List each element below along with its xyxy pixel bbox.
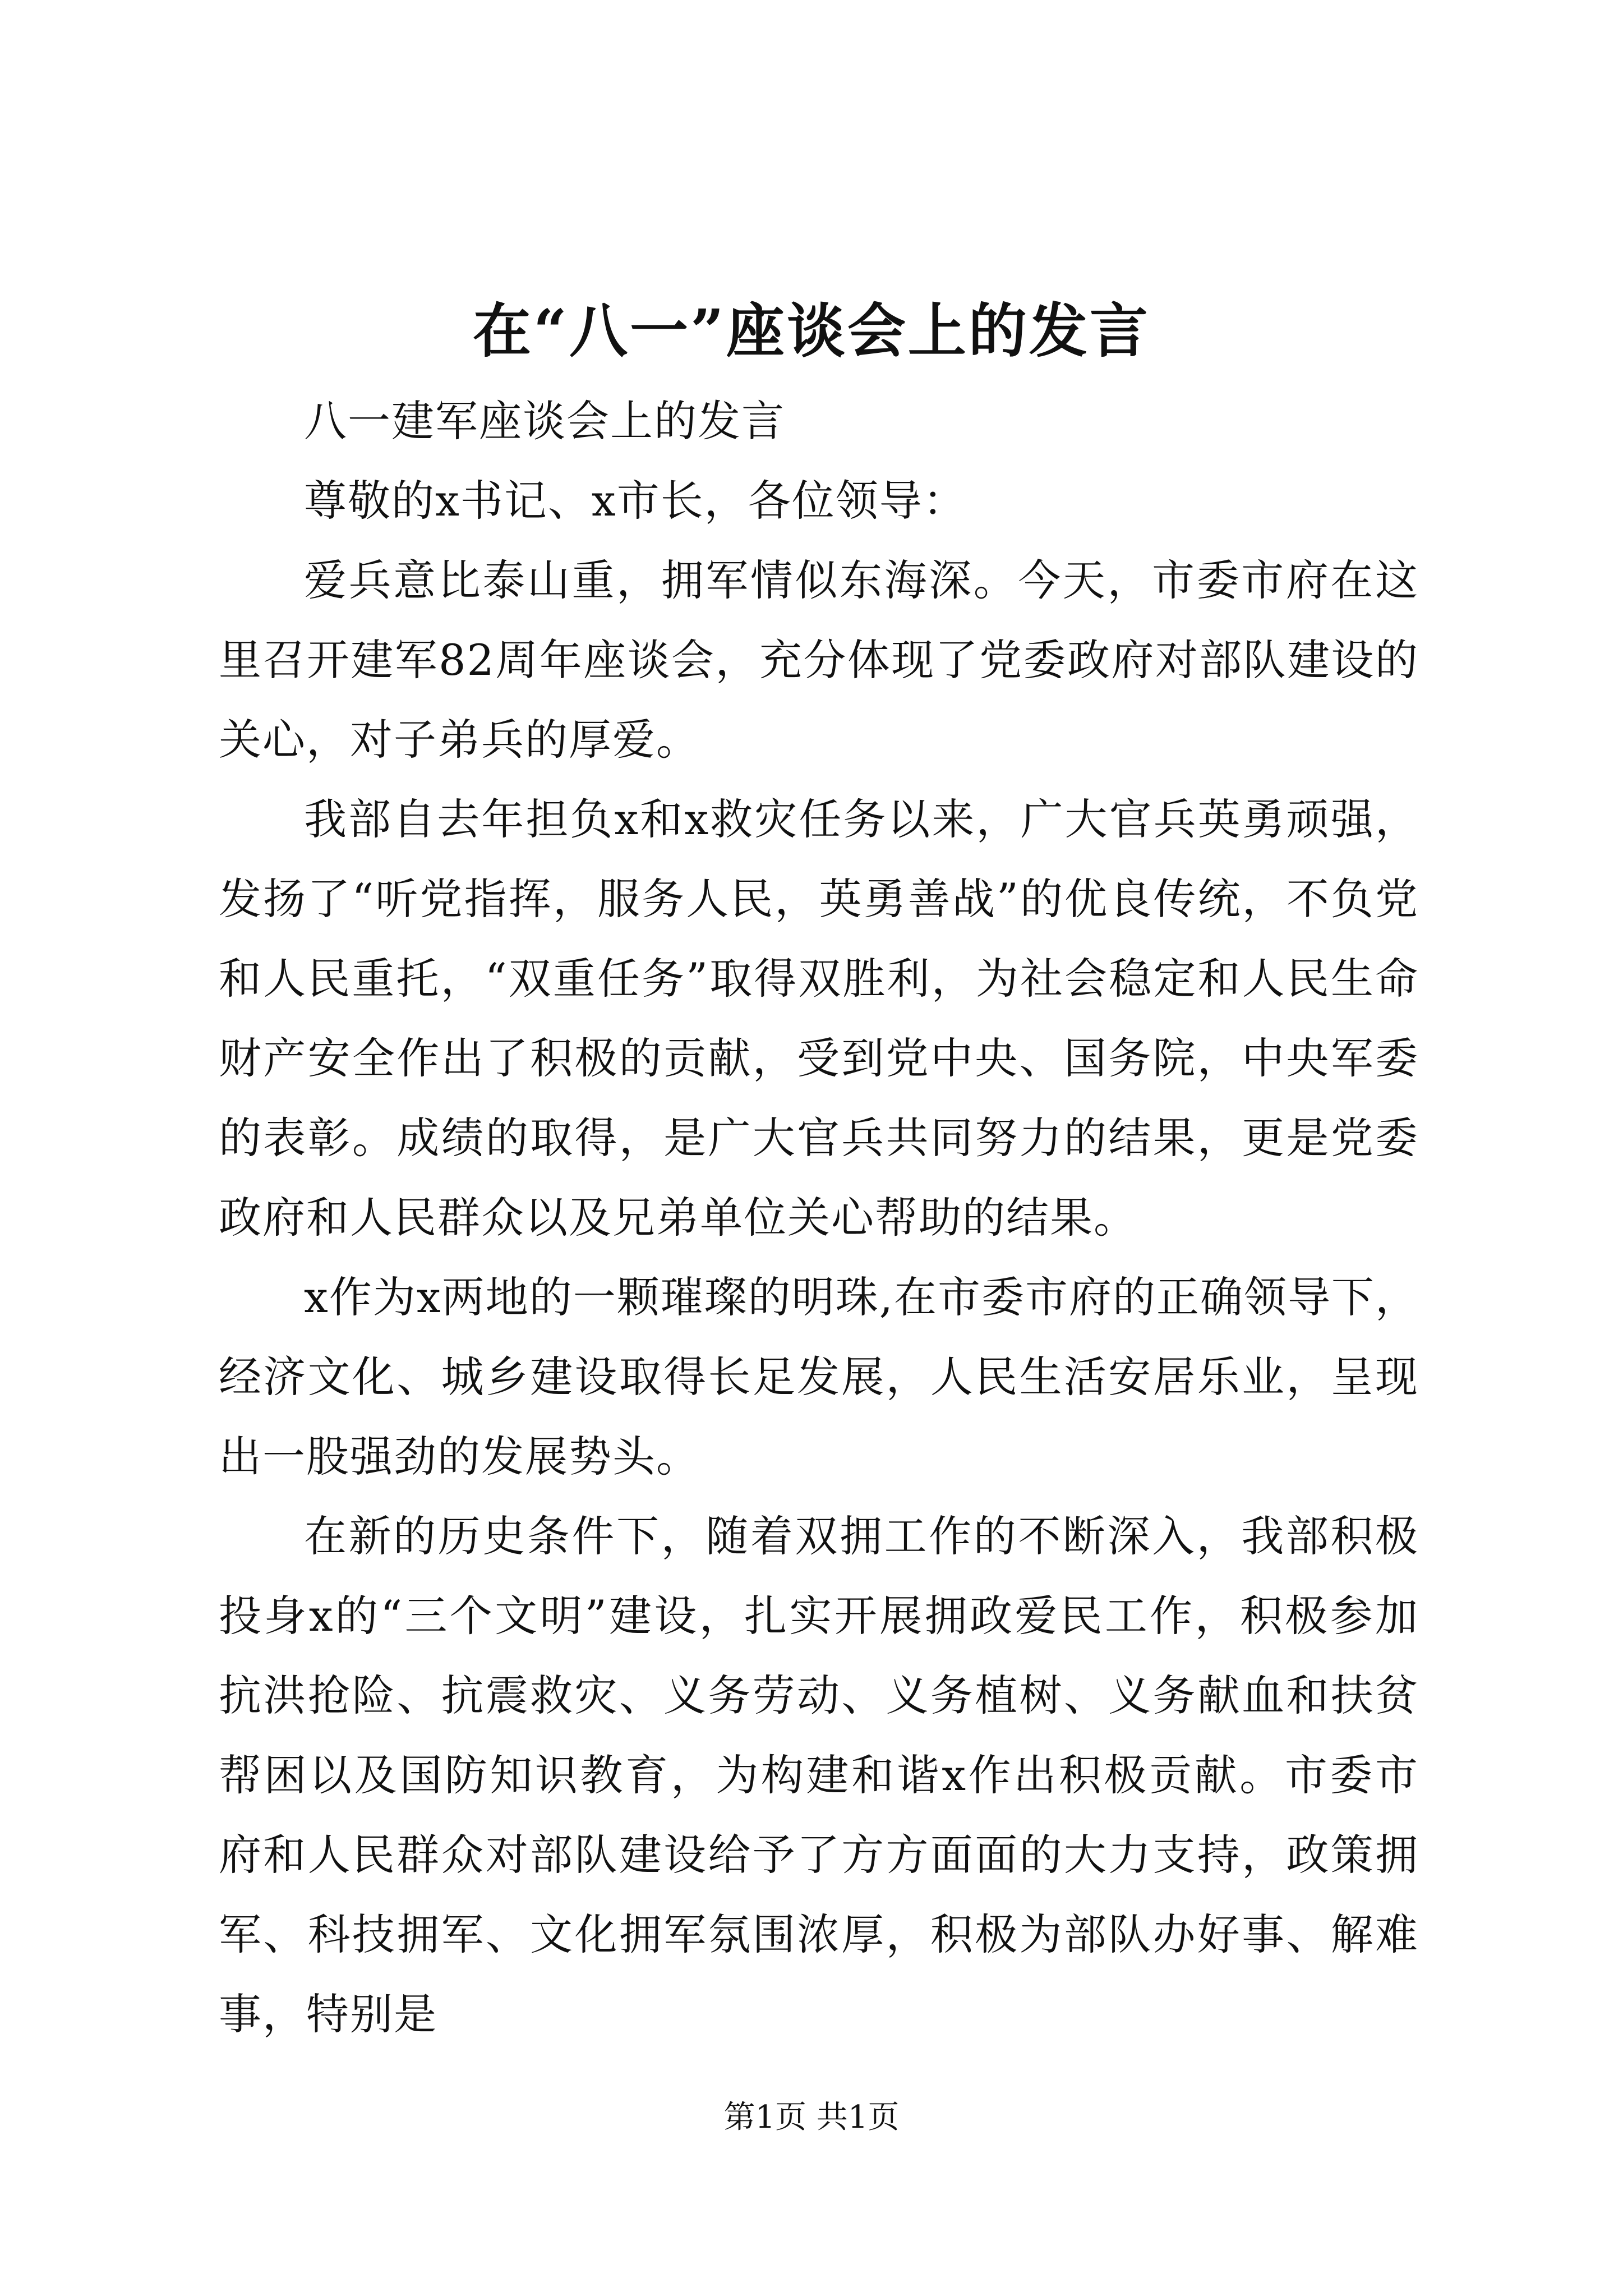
paragraph-3: x作为x两地的一颗璀璨的明珠,在市委市府的正确领导下，经济文化、城乡建设取得长足发展，人民生活安居乐业，呈现出一股强劲的发展势头。 (219, 1272, 1419, 1481)
document-body (219, 381, 1419, 2054)
paragraph-salutation: 尊敬的x书记、x市长，各位领导： (304, 476, 967, 526)
document-title: 在“八一”座谈会上的发言 (473, 296, 1150, 365)
paragraph-subtitle: 八一建军座谈会上的发言 (304, 396, 785, 446)
paragraph-1: 爱兵意比泰山重，拥军情似东海深。今天，市委市府在这里召开建军82周年座谈会，充分体现了党委政府对部队建设的关心，对子弟兵的厚爱。 (219, 555, 1419, 765)
paragraph-4: 在新的历史条件下，随着双拥工作的不断深入，我部积极投身x的“三个文明”建设，扎实开展拥政爱民工作，积极参加抗洪抢险、抗震救灾、义务劳动、义务植树、义务献血和扶贫帮困以及国防知识教育，为构建和谐x作出积极贡献。市委市府和人民群众对部队建设给予了方方面面的大力支持，政策拥军、科技拥军、文化拥军氛围浓厚，积极为部队办好事、解难事，特别是 (219, 1511, 1419, 2039)
page-footer: 第1页 共1页 (723, 2099, 900, 2136)
paragraph-2: 我部自去年担负x和x救灾任务以来，广大官兵英勇顽强，发扬了“听党指挥，服务人民，英勇善战”的优良传统，不负党和人民重托，“双重任务”取得双胜利，为社会稳定和人民生命财产安全作出了积极的贡献，受到党中央、国务院，中央军委的表彰。成绩的取得，是广大官兵共同努力的结果，更是党委政府和人民群众以及兄弟单位关心帮助的结果。 (219, 794, 1419, 1243)
